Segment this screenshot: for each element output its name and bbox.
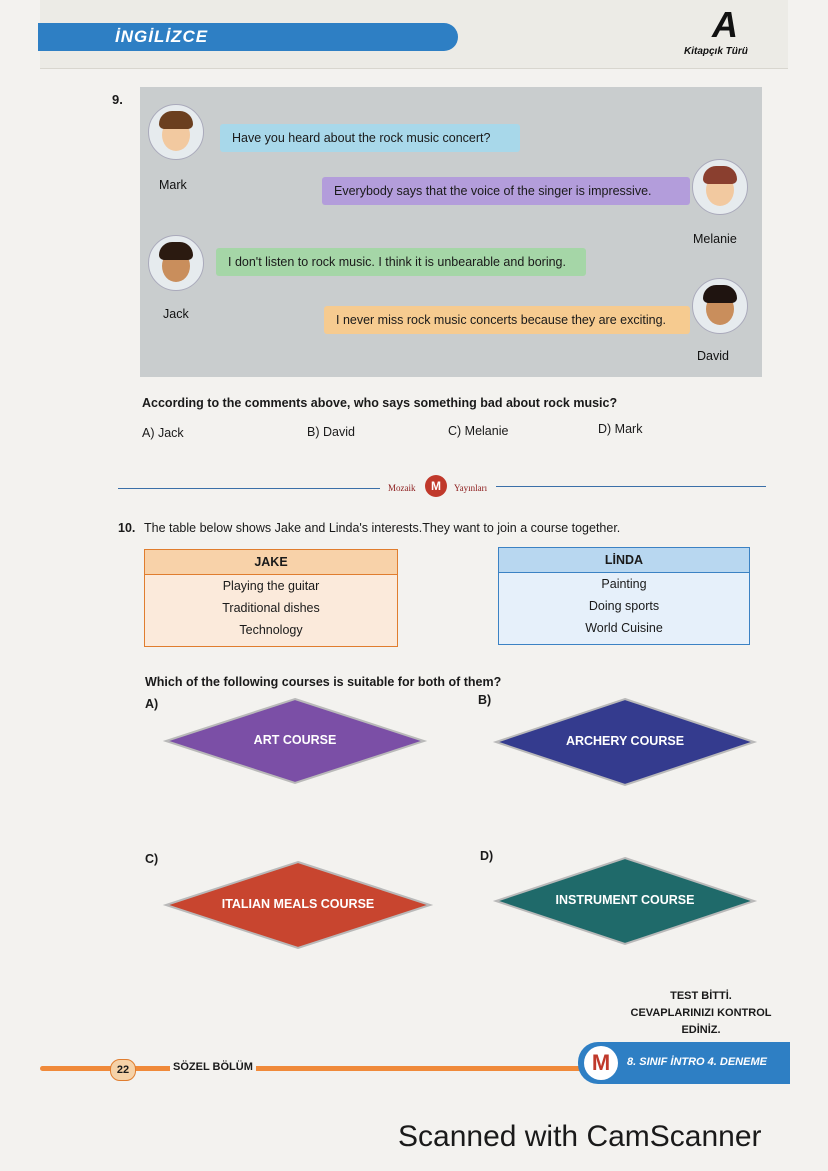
table-row: Playing the guitar (222, 579, 320, 593)
option-a-art-course[interactable] (162, 697, 428, 785)
publisher-logo-icon: M (425, 475, 447, 497)
option-a[interactable]: A) Jack (142, 426, 184, 440)
speaker-name: David (697, 349, 729, 363)
end-line-2: CEVAPLARINIZI KONTROL (630, 1007, 772, 1019)
table-row: Doing sports (588, 599, 660, 613)
question-9-text: According to the comments above, who says something bad about rock music? (142, 396, 618, 410)
speaker-name: Mark (159, 178, 187, 192)
publisher-suffix: Yayınları (454, 483, 488, 493)
page-number: 22 (110, 1059, 136, 1081)
option-a-letter: A) (145, 697, 159, 711)
speech-bubble: I don't listen to rock music. I think it is unbearable and boring. (216, 248, 586, 276)
jake-table (144, 549, 398, 647)
option-b[interactable]: B) David (307, 425, 355, 439)
exam-title: 8. SINIF İNTRO 4. DENEME (627, 1056, 767, 1068)
option-c-italian-meals-course[interactable] (162, 860, 434, 950)
divider-line (496, 486, 766, 487)
jake-header: JAKE (145, 550, 397, 575)
linda-header: LİNDA (499, 548, 749, 573)
option-b-letter: B) (478, 693, 492, 707)
end-line-3: EDİNİZ. (681, 1024, 721, 1036)
divider-line (118, 488, 380, 489)
option-a-label: ART COURSE (253, 733, 337, 747)
option-d-letter: D) (480, 849, 494, 863)
option-c[interactable]: C) Melanie (448, 424, 509, 438)
option-c-letter: C) (145, 852, 159, 866)
table-row: World Cuisine (585, 621, 663, 635)
melanie-avatar-icon (692, 159, 748, 215)
publisher-name: Mozaik (388, 483, 416, 493)
option-c-label: ITALIAN MEALS COURSE (221, 897, 375, 911)
option-d-label: INSTRUMENT COURSE (555, 893, 695, 907)
booklet-label: Kitapçık Türü (684, 46, 748, 57)
speech-bubble: Have you heard about the rock music concert? (220, 124, 520, 152)
table-row: Painting (601, 577, 647, 591)
option-d-instrument-course[interactable] (492, 856, 758, 946)
speech-bubble: Everybody says that the voice of the singer is impressive. (322, 177, 690, 205)
header-bar (38, 23, 458, 51)
speaker-name: Melanie (693, 232, 737, 246)
booklet-letter: A (712, 4, 738, 45)
table-row: Traditional dishes (222, 601, 320, 615)
table-row: Technology (239, 623, 303, 637)
david-avatar-icon (692, 278, 748, 334)
mark-avatar-icon (148, 104, 204, 160)
mozaik-logo-icon: M (584, 1046, 618, 1080)
subject-title: İNGİLİZCE (115, 27, 209, 46)
section-label: SÖZEL BÖLÜM (170, 1061, 256, 1073)
test-end-note (596, 988, 806, 1039)
end-line-1: TEST BİTTİ. (670, 990, 732, 1002)
question-10-number: 10. (118, 521, 136, 535)
speaker-name: Jack (163, 307, 189, 321)
question-9-number: 9. (112, 92, 123, 107)
linda-table (498, 547, 750, 645)
option-b-label: ARCHERY COURSE (565, 734, 685, 748)
jack-avatar-icon (148, 235, 204, 291)
camscanner-watermark: Scanned with CamScanner (398, 1120, 762, 1153)
option-b-archery-course[interactable] (492, 697, 758, 787)
question-10-text: Which of the following courses is suitable for both of them? (145, 675, 502, 689)
option-d[interactable]: D) Mark (598, 422, 643, 436)
speech-bubble: I never miss rock music concerts because they are exciting. (324, 306, 690, 334)
question-10-intro: The table below shows Jake and Linda's interests.They want to join a course together. (144, 521, 621, 535)
